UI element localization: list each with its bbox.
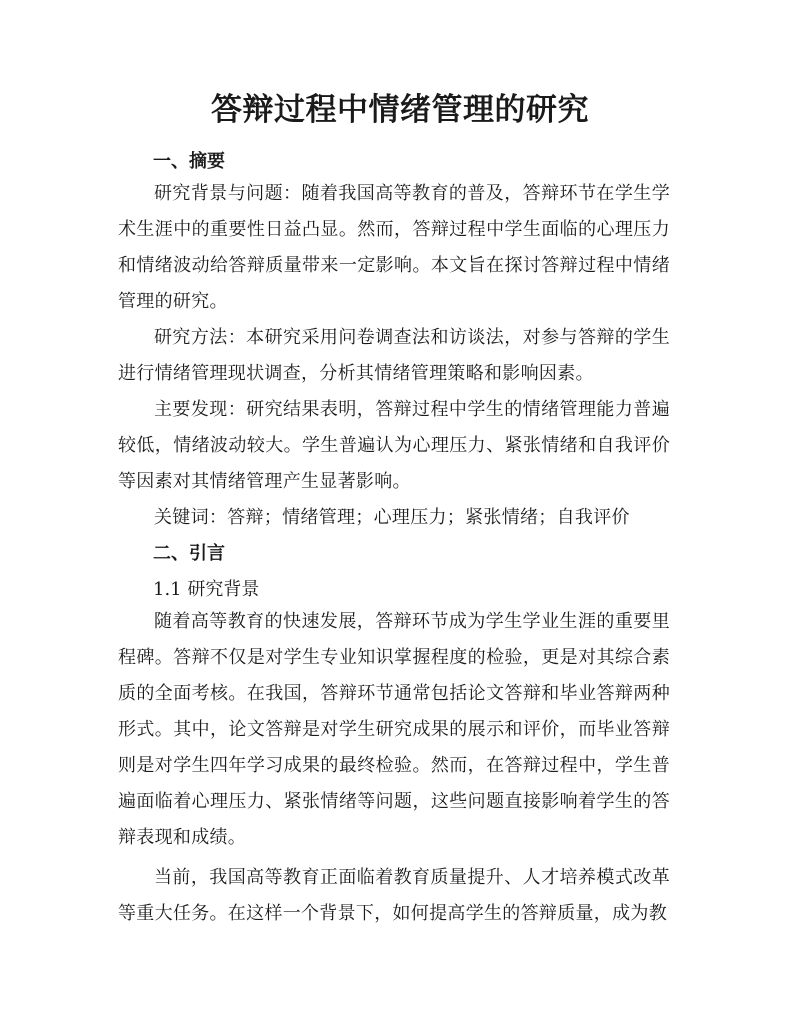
- abstract-method-paragraph: 研究方法：本研究采用问卷调查法和访谈法，对参与答辩的学生进行情绪管理现状调查，分析其情绪管理策略和影响因素。: [118, 327, 670, 384]
- intro-paragraph-2: 当前，我国高等教育正面临着教育质量提升、人才培养模式改革等重大任务。在这样一个背景下，如何提高学生的答辩质量，成为教: [118, 867, 670, 924]
- keywords-line: 关键词：答辩；情绪管理；心理压力；紧张情绪；自我评价: [154, 507, 630, 528]
- intro-paragraph-1: 随着高等教育的快速发展，答辩环节成为学生学业生涯的重要里程碑。答辩不仅是对学生专业知识掌握程度的检验，更是对其综合素质的全面考核。在我国，答辩环节通常包括论文答辩和毕业答辩两种形式。其中，论文答辩是对学生研究成果的展示和评价，而毕业答辩则是对学生四年学习成果的最终检验。然而，在答辩过程中，学生普遍面临着心理压力、紧张情绪等问题，这些问题直接影响着学生的答辩表现和成绩。: [118, 611, 670, 848]
- section-heading-introduction: 二、引言: [153, 543, 225, 564]
- section-heading-abstract: 一、摘要: [153, 151, 225, 172]
- subsection-heading-background: 1.1 研究背景: [153, 579, 260, 600]
- page-title: 答辩过程中情绪管理的研究: [211, 92, 589, 128]
- abstract-background-paragraph: 研究背景与问题：随着我国高等教育的普及，答辩环节在学生学术生涯中的重要性日益凸显。然而，答辩过程中学生面临的心理压力和情绪波动给答辩质量带来一定影响。本文旨在探讨答辩过程中情绪管理的研究。: [118, 183, 670, 312]
- abstract-findings-paragraph: 主要发现：研究结果表明，答辩过程中学生的情绪管理能力普遍较低，情绪波动较大。学生普遍认为心理压力、紧张情绪和自我评价等因素对其情绪管理产生显著影响。: [118, 399, 670, 492]
